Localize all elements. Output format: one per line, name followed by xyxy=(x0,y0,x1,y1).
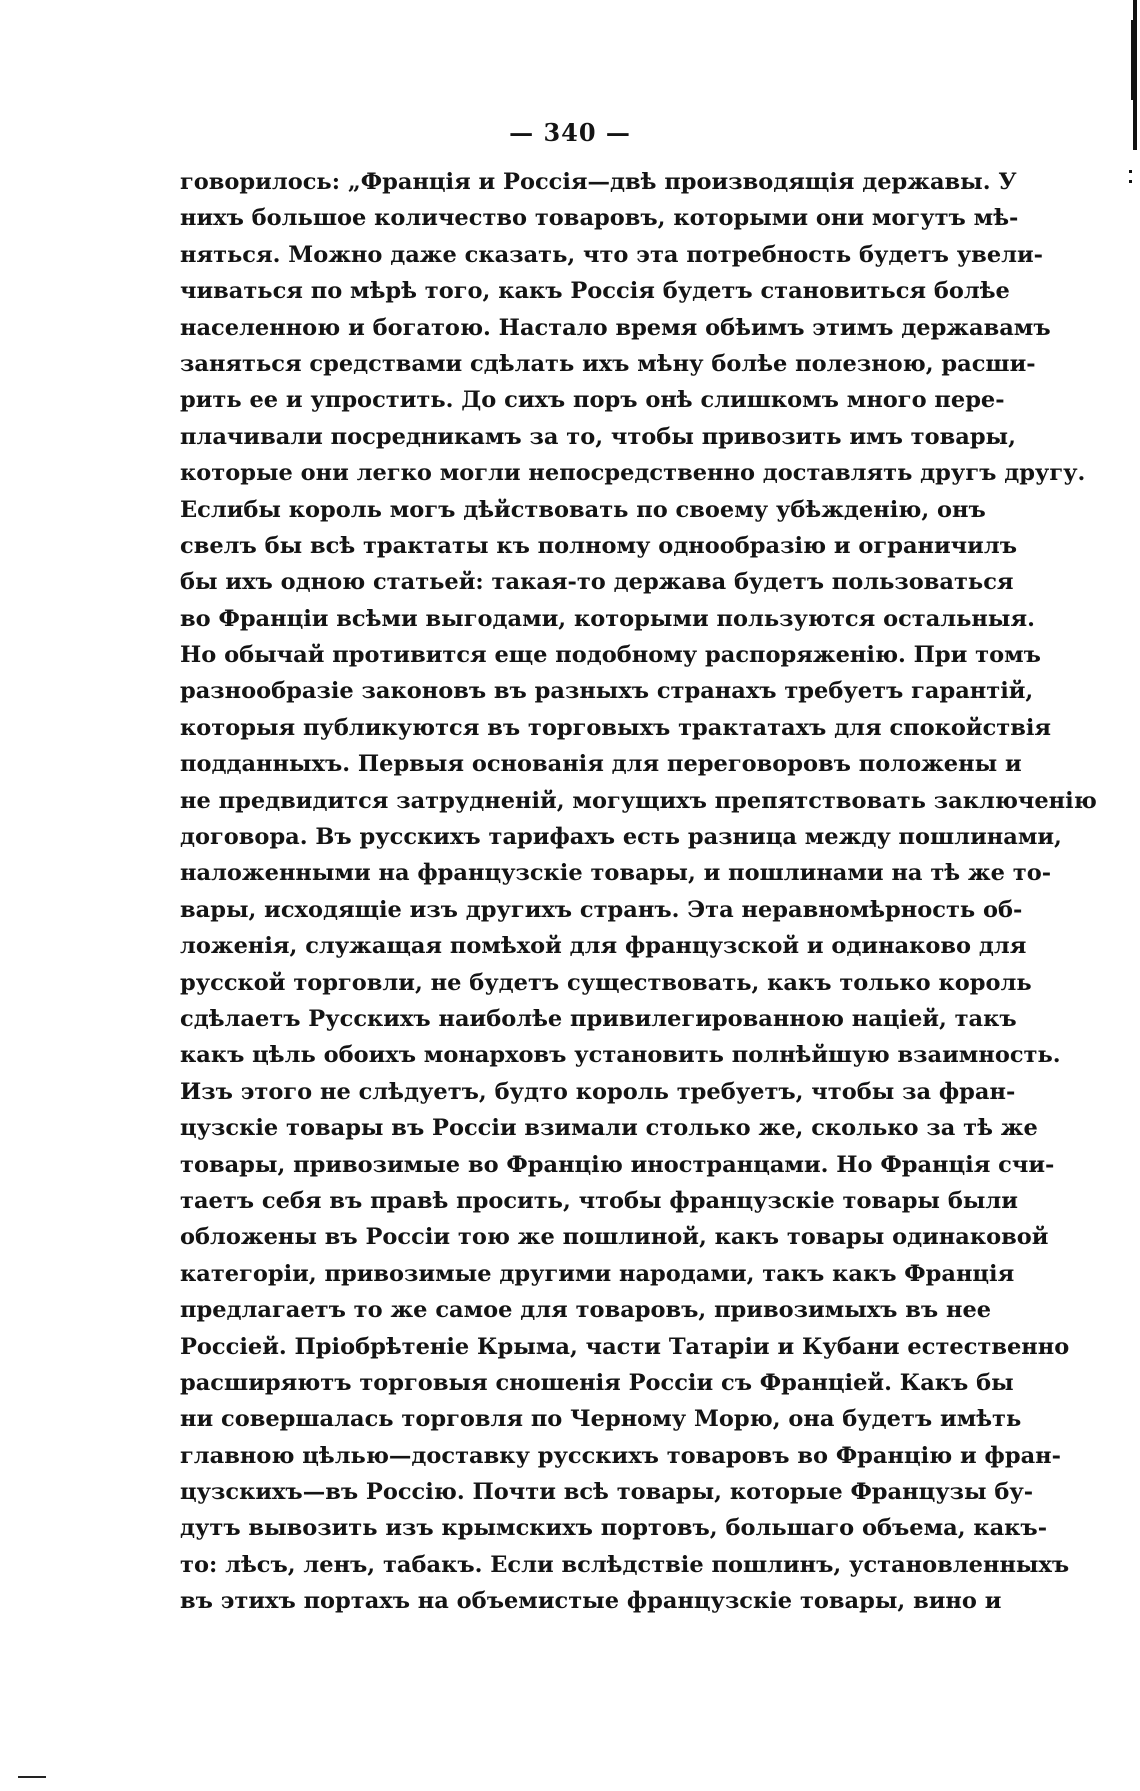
text-line: вары, исходящiе изъ другихъ странъ. Эта неравномѣрность об- xyxy=(180,896,1023,923)
text-line: договора. Въ русскихъ тарифахъ есть разница между пошлинами, xyxy=(180,824,1062,851)
text-line: цузскiе товары въ Россiи взимали столько же, сколько за тѣ же xyxy=(180,1115,1038,1142)
text-line: предлагаетъ то же самое для товаровъ, привозимыхъ въ нее xyxy=(180,1297,992,1324)
text-line: свелъ бы всѣ трактаты къ полному однообразiю и ограничилъ xyxy=(180,532,1017,559)
text-line: говорилось: „Францiя и Россiя—двѣ производящiя державы. У xyxy=(180,169,1017,195)
text-line: ни совершалась торговля по Черному Морю, она будетъ имѣть xyxy=(180,1406,1022,1433)
text-line: ложенiя, служащая помѣхой для французской и одинаково для xyxy=(180,933,1027,960)
text-line: сдѣлаетъ Русскихъ наиболѣе привилегированною нацiей, такъ xyxy=(180,1005,1017,1032)
text-line: нихъ большое количество товаровъ, которыми они могутъ мѣ- xyxy=(180,205,1019,232)
text-line: цузскихъ—въ Россiю. Почти всѣ товары, которые Французы бу- xyxy=(180,1479,1034,1506)
text-line: плачивали посредникамъ за то, чтобы привозить имъ товары, xyxy=(180,423,1016,450)
text-line: населенною и богатою. Настало время обѣимъ этимъ державамъ xyxy=(180,314,1051,341)
scan-edge-dot xyxy=(1129,170,1132,173)
text-line: главною цѣлью—доставку русскихъ товаровъ во Францiю и фран- xyxy=(180,1442,1061,1469)
text-line: товары, привозимые во Францiю иностранцами. Но Францiя счи- xyxy=(180,1151,1055,1178)
text-line: Изъ этого не слѣдуетъ, будто король требуетъ, чтобы за фран- xyxy=(180,1078,1016,1105)
text-line: чиваться по мѣрѣ того, какъ Россiя будетъ становиться болѣе xyxy=(180,278,1010,305)
text-line: въ этихъ портахъ на объемистые французскiе товары, вино и xyxy=(180,1588,1002,1615)
text-line: то: лѣсъ, ленъ, табакъ. Если вслѣдствiе пошлинъ, установленныхъ xyxy=(180,1551,1070,1578)
text-line: няться. Можно даже сказать, что эта потребность будетъ увели- xyxy=(180,241,1044,268)
text-line: таетъ себя въ правѣ просить, чтобы французскiе товары были xyxy=(180,1187,1018,1214)
scan-edge-mark xyxy=(1131,20,1133,100)
text-line: бы ихъ одною статьей: такая-то держава будетъ пользоваться xyxy=(180,569,1014,596)
scan-edge-dot xyxy=(1129,180,1132,183)
text-line: которыя публикуются въ торговыхъ трактатахъ для спокойствiя xyxy=(180,714,1052,741)
text-line: Но обычай противится еще подобному распоряженiю. При томъ xyxy=(180,642,1041,669)
text-line: рить ее и упростить. До сихъ поръ онѣ слишкомъ много пере- xyxy=(180,387,1005,414)
text-line: Еслибы король могъ дѣйствовать по своему убѣжденiю, онъ xyxy=(180,496,986,523)
text-line: подданныхъ. Первыя основанiя для переговоровъ положены и xyxy=(180,751,1022,778)
body-text xyxy=(180,164,1097,1620)
text-line: разнообразiе законовъ въ разныхъ странахъ требуетъ гарантiй, xyxy=(180,678,1034,705)
text-line: дутъ вывозить изъ крымскихъ портовъ, большаго объема, какъ- xyxy=(180,1515,1048,1542)
text-line: заняться средствами сдѣлать ихъ мѣну болѣе полезною, расши- xyxy=(180,350,1036,377)
text-line: русской торговли, не будетъ существовать, какъ только король xyxy=(180,969,1032,996)
page-number: — 340 — xyxy=(509,118,631,147)
text-line: обложены въ Россiи тою же пошлиной, какъ товары одинаковой xyxy=(180,1224,1049,1251)
text-line: категорiи, привозимые другими народами, такъ какъ Францiя xyxy=(180,1260,1015,1287)
text-line: расширяютъ торговыя сношенiя Россiи съ Францiей. Какъ бы xyxy=(180,1369,1014,1396)
text-line: которые они легко могли непосредственно доставлять другъ другу. xyxy=(180,460,1086,487)
text-line: наложенными на французскiе товары, и пошлинами на тѣ же то- xyxy=(180,860,1052,887)
text-line: Россiей. Прiобрѣтенiе Крыма, части Татарiи и Кубани естественно xyxy=(180,1333,1070,1360)
scan-corner-mark xyxy=(18,1776,46,1778)
text-line: во Францiи всѣми выгодами, которыми пользуются остальныя. xyxy=(180,605,1035,632)
text-line: какъ цѣль обоихъ монарховъ установить полнѣйшую взаимность. xyxy=(180,1042,1061,1069)
text-line: не предвидится затрудненiй, могущихъ препятствовать заключенiю xyxy=(180,787,1097,814)
